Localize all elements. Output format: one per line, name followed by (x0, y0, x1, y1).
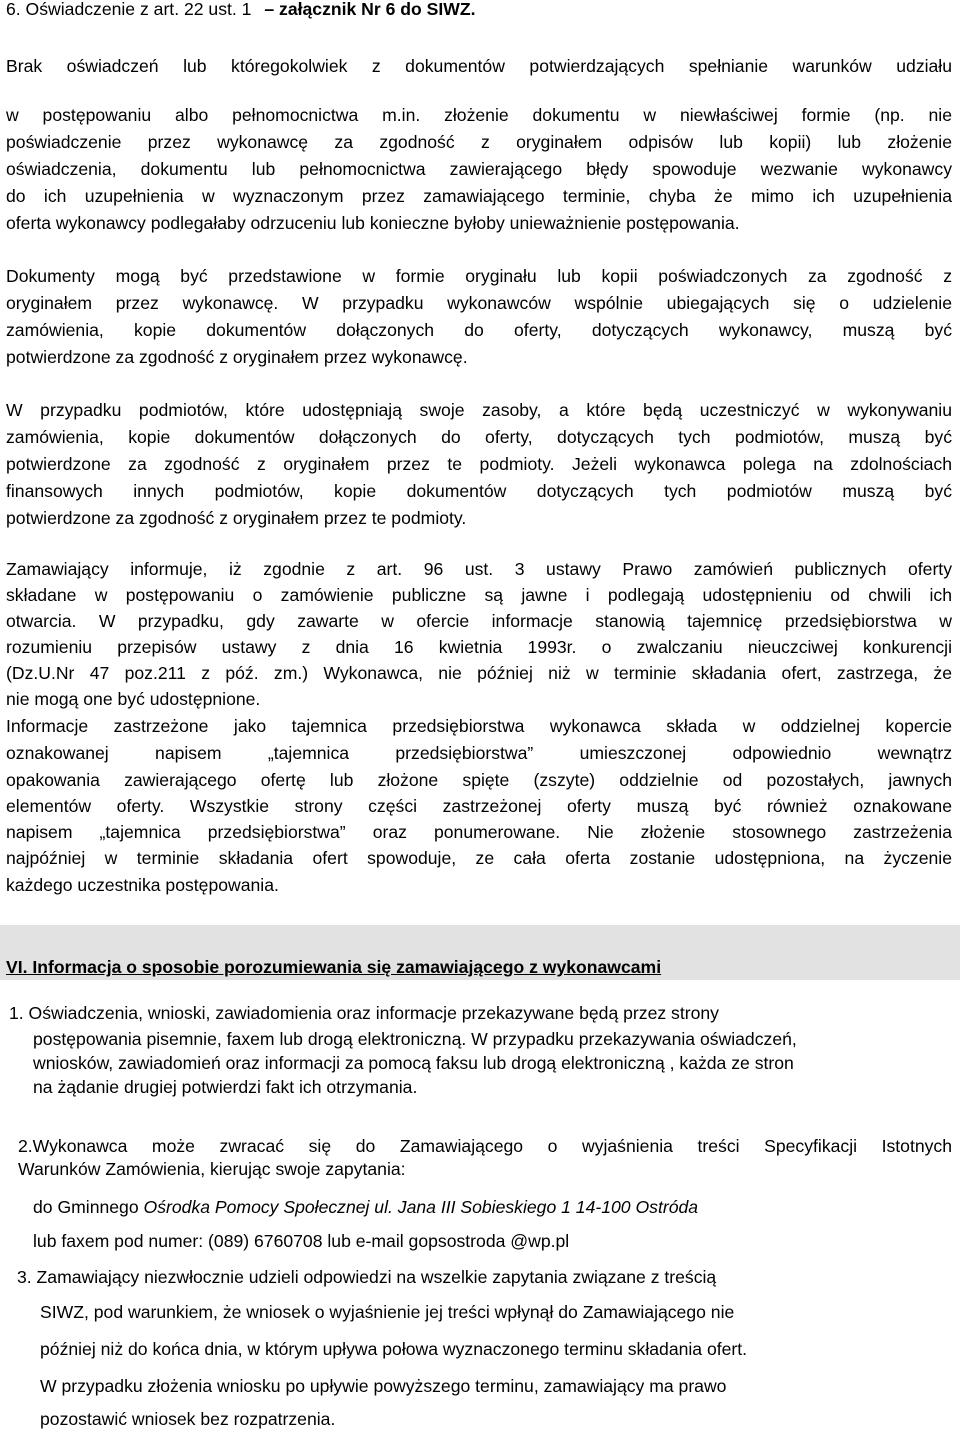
contact-line: lub faxem pod numer: (089) 6760708 lub e-mail gopsostroda @wp.pl (33, 1231, 570, 1251)
list-item-line: pozostawić wniosek bez rozpatrzenia. (40, 1409, 336, 1429)
paragraph-line: każdego uczestnika postępowania. (6, 875, 279, 895)
list-item-line: W przypadku złożenia wniosku po upływie powyższego terminu, zamawiający ma prawo (40, 1376, 727, 1396)
paragraph-line: elementów oferty. Wszystkie strony części zastrzeżonej oferty muszą być również oznakowane (6, 796, 952, 816)
paragraph-line: oferta wykonawcy podlegałaby odrzuceniu lub konieczne byłoby unieważnienie postępowania. (6, 213, 740, 233)
paragraph-line: nie mogą one być udostępnione. (6, 689, 261, 709)
paragraph-line: oryginałem przez wykonawcę. W przypadku wykonawców wspólnie ubiegających się o udzielenie (6, 293, 952, 313)
paragraph-line: poświadczenie przez wykonawcę za zgodność z oryginałem odpisów lub kopii) lub złożenie (6, 132, 952, 152)
list-item-line: 2.Wykonawca może zwracać się do Zamawiającego o wyjaśnienia treści Specyfikacji Istotnych (18, 1136, 952, 1156)
paragraph-line: najpóźniej w terminie składania ofert spowoduje, ze cała oferta zostanie udostępniona, na życzenie (6, 848, 952, 868)
address-prefix: do Gminnego (33, 1197, 139, 1217)
list-item-line: później niż do końca dnia, w którym upływa połowa wyznaczonego terminu składania ofert. (40, 1339, 748, 1359)
list-item-line: 1. Oświadczenia, wnioski, zawiadomienia oraz informacje przekazywane będą przez strony (9, 1003, 719, 1023)
paragraph-line: napisem „tajemnica przedsiębiorstwa” oraz ponumerowane. Nie złożenie stosownego zastrzeżenia (6, 822, 952, 842)
paragraph-line: opakowania zawierającego ofertę lub złożone spięte (zszyte) oddzielnie od pozostałych, jawnych (6, 770, 952, 790)
paragraph-line: Brak oświadczeń lub któregokolwiek z dokumentów potwierdzających spełnianie warunków udziału (6, 56, 952, 76)
paragraph-line: otwarcia. W przypadku, gdy zawarte w ofercie informacje stanowią tajemnicę przedsiębiorstwa w (6, 611, 952, 631)
page-heading (6, 0, 476, 23)
paragraph-line: składane w postępowaniu o zamówienie publiczne są jawne i podlegają udostępnieniu od chwili ich (6, 585, 952, 605)
paragraph-line: W przypadku podmiotów, które udostępniają swoje zasoby, a które będą uczestniczyć w wykonywaniu (6, 400, 952, 420)
heading-suffix: – załącznik Nr 6 do SIWZ. (264, 0, 476, 19)
paragraph-line: rozumieniu przepisów ustawy z dnia 16 kwietnia 1993r. o zwalczaniu nieuczciwej konkurencji (6, 637, 952, 657)
paragraph-line: Informacje zastrzeżone jako tajemnica przedsiębiorstwa wykonawca składa w oddzielnej kopercie (6, 716, 952, 736)
list-item-line: postępowania pisemnie, faxem lub drogą elektroniczną. W przypadku przekazywania oświadczeń, (33, 1029, 797, 1049)
paragraph-line: potwierdzone za zgodność z oryginałem przez te podmioty. Jeżeli wykonawca polega na zdolnościach (6, 454, 952, 474)
heading-prefix: 6. Oświadczenie z art. 22 ust. 1 (6, 0, 252, 19)
paragraph-line: oznakowanej napisem „tajemnica przedsiębiorstwa” umieszczonej odpowiednio wewnątrz (6, 743, 952, 763)
paragraph-line: oświadczenia, dokumentu lub pełnomocnictwa zawierającego błędy spowoduje wezwanie wykonawcy (6, 159, 952, 179)
paragraph-line: zamówienia, kopie dokumentów dołączonych do oferty, dotyczących tych podmiotów, muszą być (6, 427, 952, 447)
paragraph-line: (Dz.U.Nr 47 poz.211 z póź. zm.) Wykonawca, nie później niż w terminie składania ofert, zastrzega, że (6, 663, 952, 683)
section-title: VI. Informacja o sposobie porozumiewania się zamawiającego z wykonawcami (6, 957, 662, 977)
paragraph-line: Dokumenty mogą być przedstawione w formie oryginału lub kopii poświadczonych za zgodność z (6, 266, 952, 286)
paragraph-line: do ich uzupełnienia w wyznaczonym przez zamawiającego terminie, chyba że mimo ich uzupełnienia (6, 186, 952, 206)
paragraph-line: potwierdzone za zgodność z oryginałem przez te podmioty. (6, 508, 467, 528)
list-item-line: 3. Zamawiający niezwłocznie udzieli odpowiedzi na wszelkie zapytania związane z treścią (17, 1267, 717, 1287)
address-italic: Ośrodka Pomocy Społecznej ul. Jana III Sobieskiego 1 14-100 Ostróda (143, 1197, 699, 1217)
paragraph-line: zamówienia, kopie dokumentów dołączonych do oferty, dotyczących wykonawcy, muszą być (6, 320, 952, 340)
list-item-line: Warunków Zamówienia, kierując swoje zapytania: (18, 1159, 406, 1179)
address-line (33, 1194, 698, 1221)
paragraph-line: w postępowaniu albo pełnomocnictwa m.in. złożenie dokumentu w niewłaściwej formie (np. nie (6, 105, 952, 125)
list-item-line: wniosków, zawiadomień oraz informacji za pomocą faksu lub drogą elektroniczną , każda ze stron (33, 1053, 794, 1073)
paragraph-line: Zamawiający informuje, iż zgodnie z art. 96 ust. 3 ustawy Prawo zamówień publicznych oferty (6, 559, 952, 579)
list-item-line: na żądanie drugiej potwierdzi fakt ich otrzymania. (33, 1077, 418, 1097)
paragraph-line: potwierdzone za zgodność z oryginałem przez wykonawcę. (6, 347, 468, 367)
list-item-line: SIWZ, pod warunkiem, że wniosek o wyjaśnienie jej treści wpłynął do Zamawiającego nie (40, 1302, 735, 1322)
paragraph-line: finansowych innych podmiotów, kopie dokumentów dotyczących tych podmiotów muszą być (6, 481, 952, 501)
